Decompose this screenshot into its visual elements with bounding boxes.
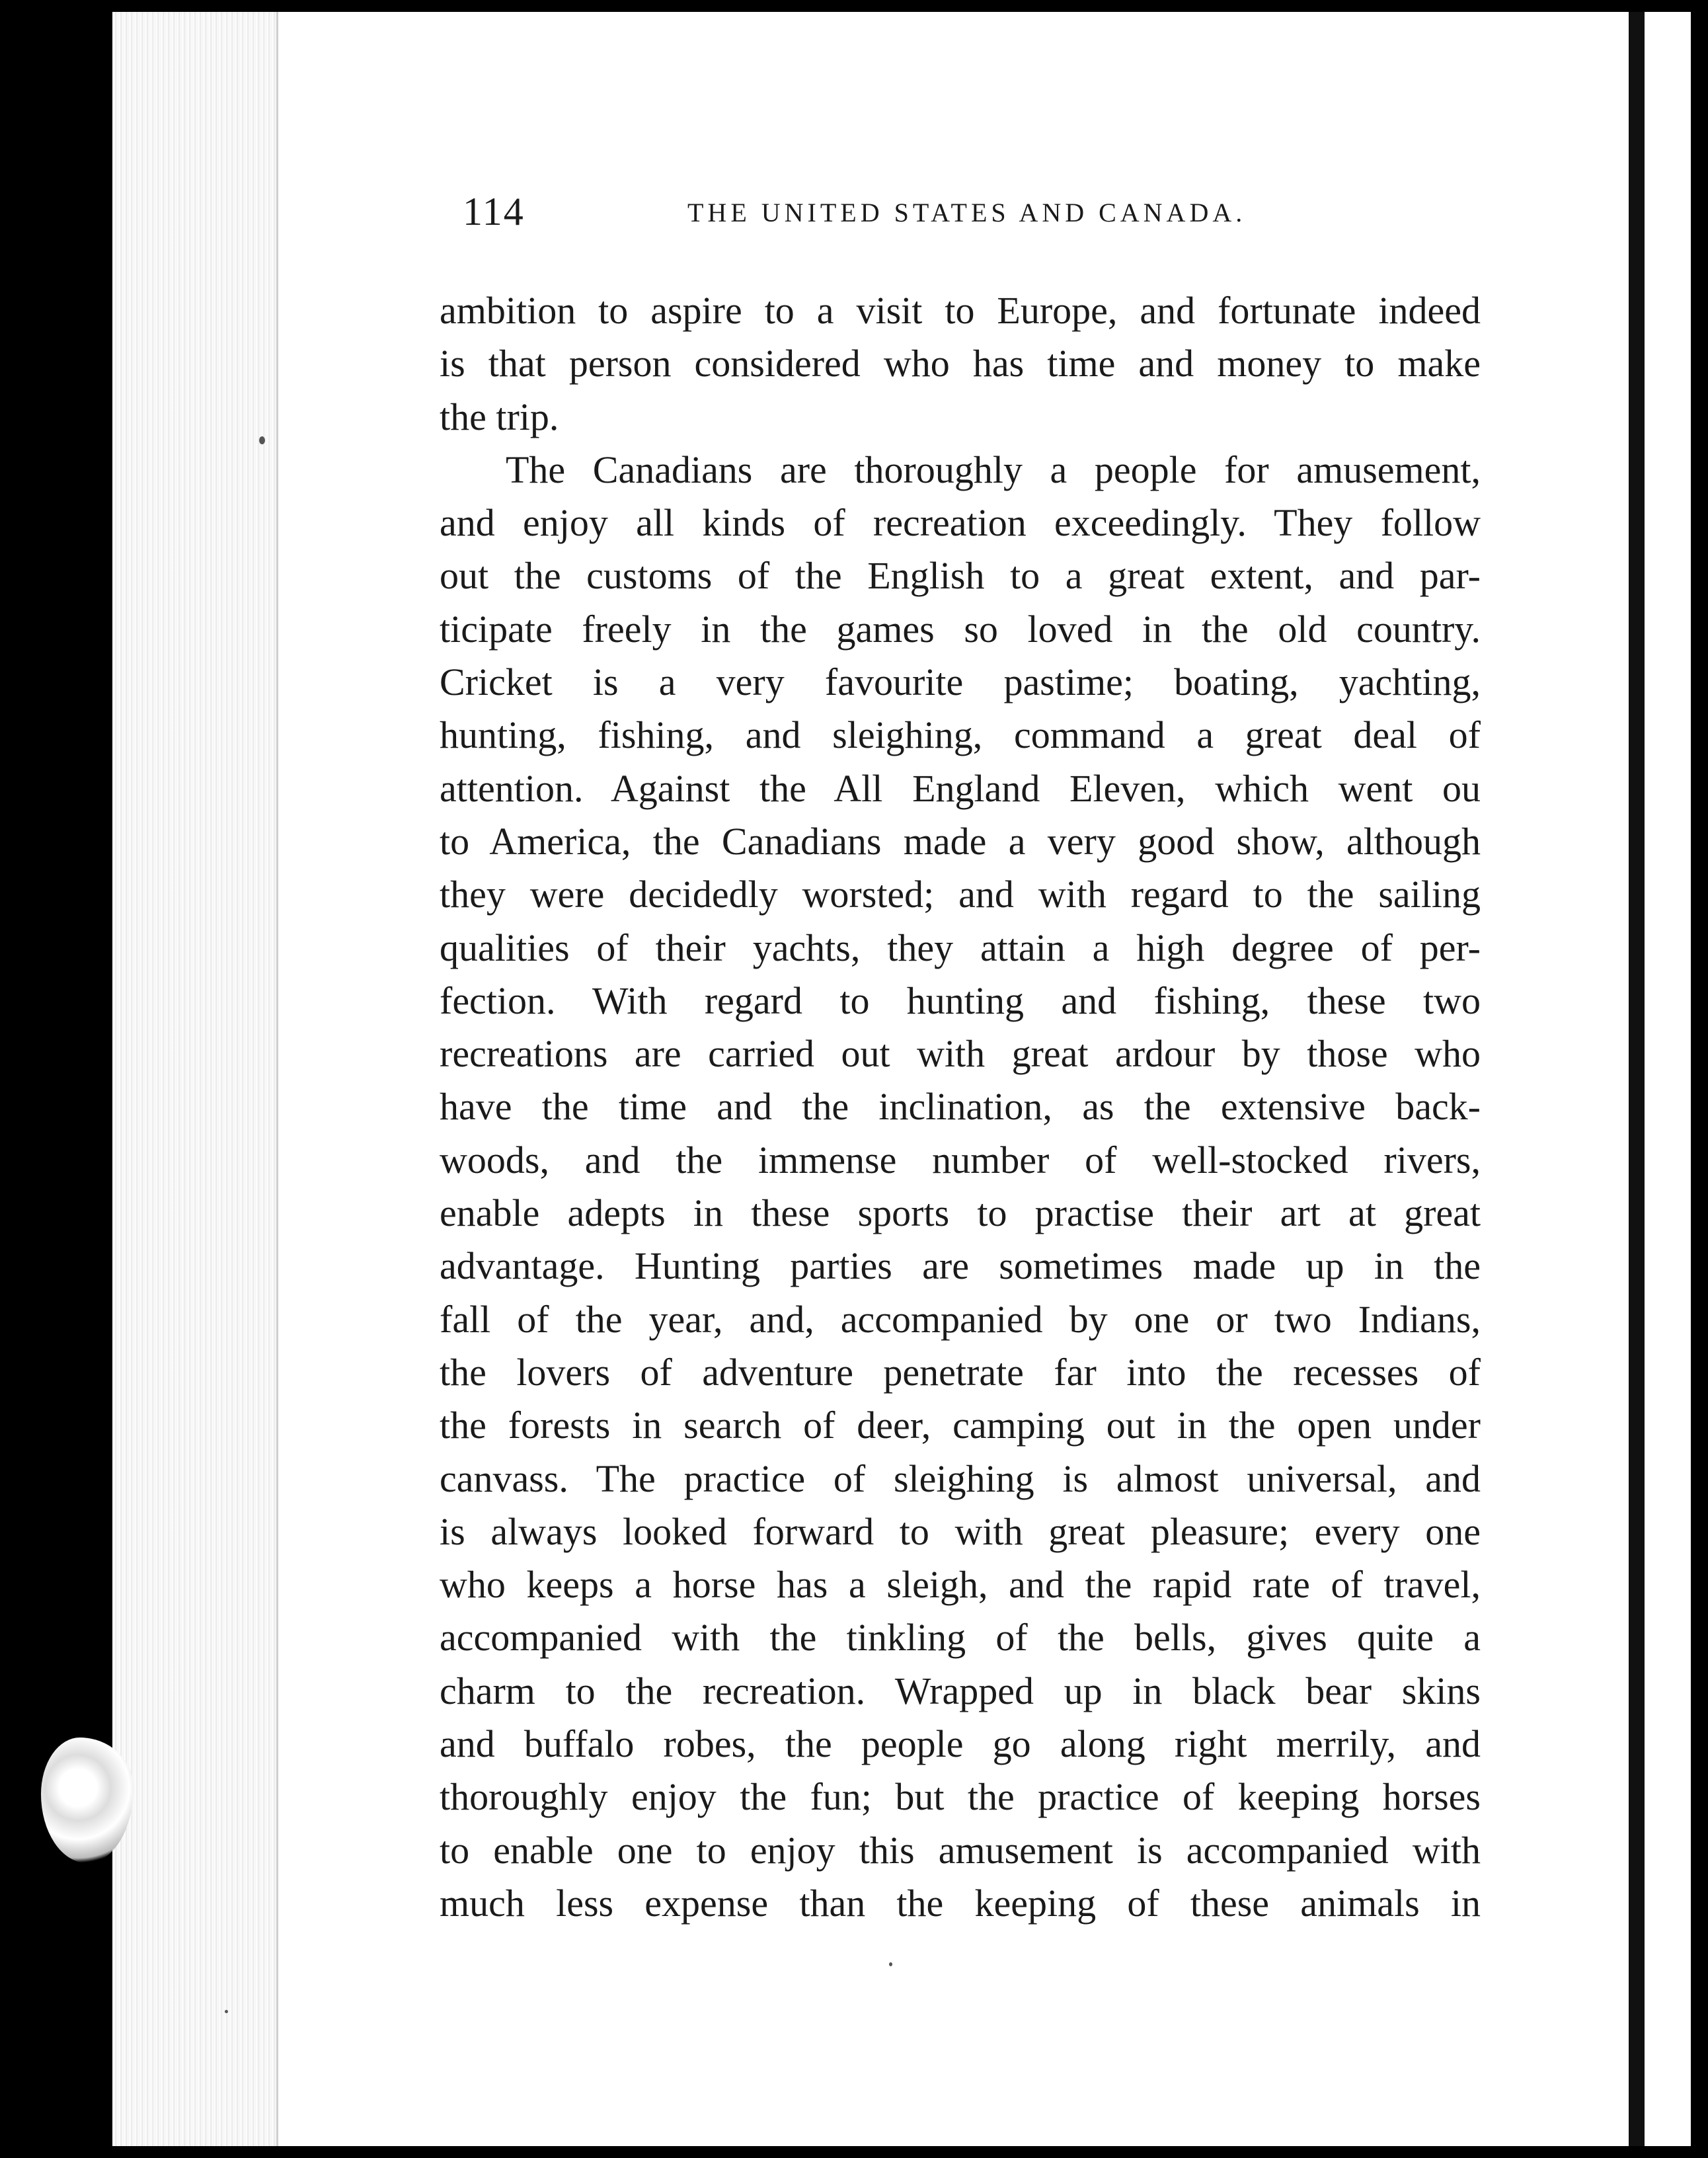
text-line: attention. Against the All England Eleven, which went ou — [440, 766, 1481, 810]
page-edge-stack — [112, 12, 278, 2146]
ink-speck — [225, 2010, 228, 2013]
text-line: ticipate freely in the games so loved in the old country. — [440, 607, 1481, 651]
text-line: fection. With regard to hunting and fishing, these two — [440, 979, 1481, 1022]
text-line: to America, the Canadians made a very good show, although — [440, 819, 1481, 863]
ink-speck — [259, 436, 265, 444]
text-line: have the time and the inclination, as the extensive back- — [440, 1085, 1481, 1129]
text-line: the trip. — [440, 395, 559, 438]
text-line: the lovers of adventure penetrate far into the recesses of — [440, 1350, 1481, 1394]
text-line: charm to the recreation. Wrapped up in black bear skins — [440, 1669, 1481, 1712]
text-line: advantage. Hunting parties are sometimes made up in the — [440, 1244, 1481, 1288]
text-line: qualities of their yachts, they attain a high degree of per- — [440, 926, 1481, 969]
text-line: enable adepts in these sports to practise their art at great — [440, 1191, 1481, 1235]
text-line: accompanied with the tinkling of the bells, gives quite a — [440, 1616, 1481, 1659]
text-line: the forests in search of deer, camping out in the open under — [440, 1404, 1481, 1447]
text-line: who keeps a horse has a sleigh, and the rapid rate of travel, — [440, 1563, 1481, 1607]
text-line: much less expense than the keeping of these animals in — [440, 1881, 1481, 1925]
text-line: hunting, fishing, and sleighing, command a great deal of — [440, 713, 1481, 757]
text-line: Cricket is a very favourite pastime; boating, yachting, — [440, 660, 1481, 704]
text-line: to enable one to enjoy this amusement is accompanied with — [440, 1828, 1481, 1872]
text-line: fall of the year, and, accompanied by one or two Indians, — [440, 1297, 1481, 1341]
text-line: is that person considered who has time and money to make — [440, 342, 1481, 385]
body-text — [440, 284, 1481, 1930]
next-page-edge — [1629, 12, 1645, 2146]
page-number: 114 — [463, 190, 525, 233]
text-line: and buffalo robes, the people go along right merrily, and — [440, 1722, 1481, 1766]
text-line: The Canadians are thoroughly a people for amusement, — [506, 448, 1481, 491]
text-line: thoroughly enjoy the fun; but the practice of keeping horses — [440, 1775, 1481, 1819]
running-head: THE UNITED STATES AND CANADA. — [687, 198, 1247, 227]
next-page-margin — [1645, 12, 1691, 2146]
text-line: woods, and the immense number of well-stocked rivers, — [440, 1138, 1481, 1181]
page-edge-line — [276, 12, 278, 2146]
text-line: out the customs of the English to a great extent, and par- — [440, 554, 1481, 598]
text-line: ambition to aspire to a visit to Europe, and fortunate indeed — [440, 289, 1481, 332]
text-line: and enjoy all kinds of recreation exceedingly. They follow — [440, 501, 1481, 545]
text-line: they were decidedly worsted; and with regard to the sailing — [440, 873, 1481, 916]
text-line: is always looked forward to with great pleasure; every one — [440, 1509, 1481, 1553]
text-line: recreations are carried out with great ardour by those who — [440, 1032, 1481, 1076]
ink-speck — [889, 1962, 892, 1966]
text-line: canvass. The practice of sleighing is almost universal, and — [440, 1457, 1481, 1500]
